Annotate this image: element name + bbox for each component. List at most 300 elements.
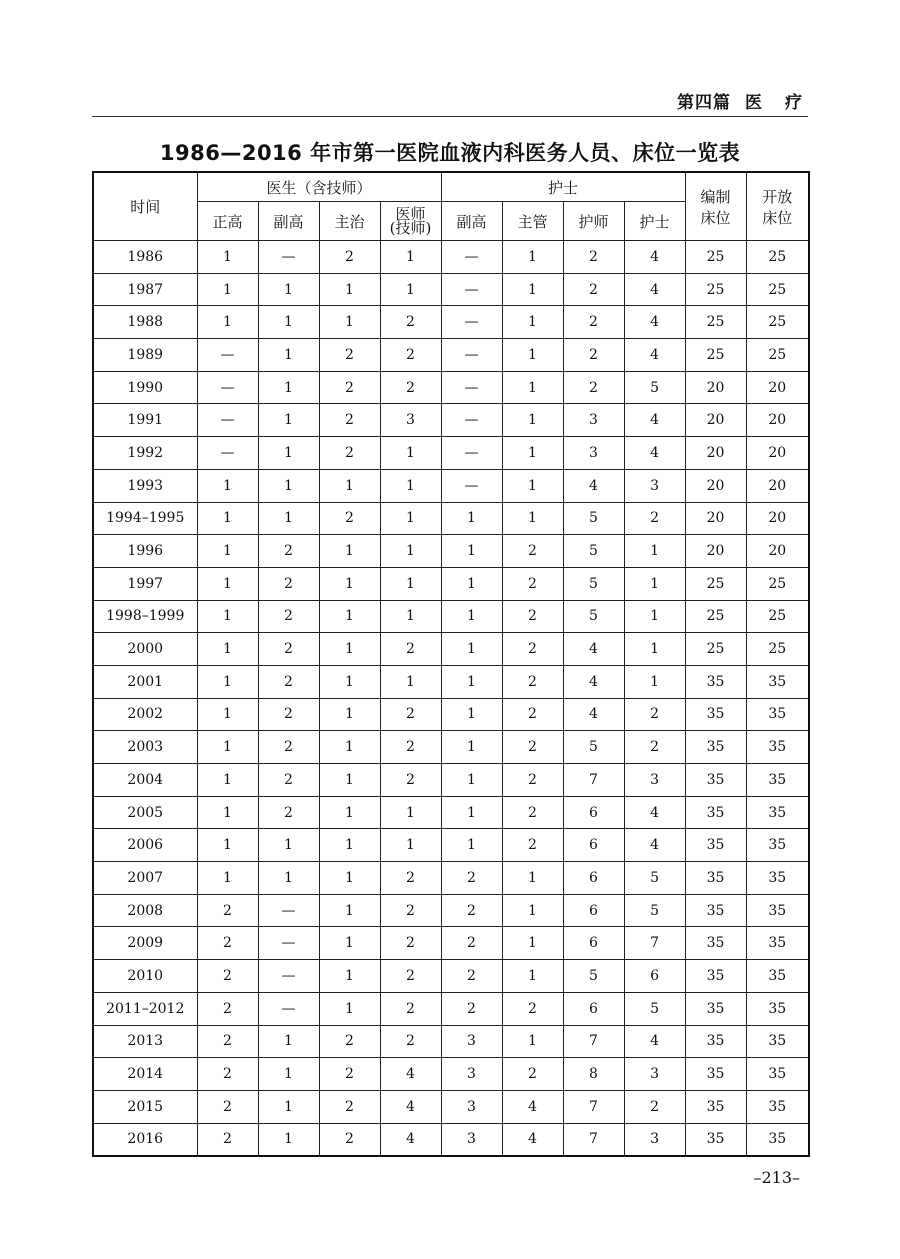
table-cell: 1: [380, 469, 441, 502]
header-beds-open: [746, 172, 809, 241]
table-cell: 3: [441, 1058, 502, 1091]
table-cell: 20: [746, 469, 809, 502]
table-cell: 1: [502, 927, 563, 960]
table-cell: —: [258, 894, 319, 927]
table-cell: 4: [624, 796, 685, 829]
table-cell: 35: [746, 927, 809, 960]
table-cell: 2: [258, 567, 319, 600]
table-cell: 1: [258, 273, 319, 306]
table-row: [93, 633, 809, 666]
table-cell: 2: [258, 665, 319, 698]
table-row: [93, 437, 809, 470]
table-cell: 20: [746, 371, 809, 404]
table-cell: 5: [563, 535, 624, 568]
table-cell: 1: [258, 1123, 319, 1156]
year-cell: 1994–1995: [93, 502, 197, 535]
table-cell: 2: [319, 1058, 380, 1091]
table-cell: 6: [563, 829, 624, 862]
table-cell: 2: [624, 698, 685, 731]
table-cell: 1: [441, 796, 502, 829]
table-cell: 1: [502, 273, 563, 306]
table-cell: 1: [502, 862, 563, 895]
table-cell: 2: [319, 404, 380, 437]
year-cell: 2015: [93, 1090, 197, 1123]
table-cell: 1: [441, 567, 502, 600]
table-cell: 2: [502, 992, 563, 1025]
table-cell: 1: [319, 633, 380, 666]
table-cell: 2: [319, 1025, 380, 1058]
table-cell: 2: [197, 1090, 258, 1123]
table-row: [93, 600, 809, 633]
table-cell: 2: [258, 731, 319, 764]
header-nurse-group: 护士: [441, 172, 685, 202]
table-cell: 1: [258, 502, 319, 535]
table-cell: 2: [380, 306, 441, 339]
table-cell: 6: [563, 894, 624, 927]
table-cell: 4: [380, 1090, 441, 1123]
table-cell: 35: [685, 960, 746, 993]
table-cell: 1: [502, 469, 563, 502]
table-cell: 1: [258, 1090, 319, 1123]
table-cell: 2: [380, 371, 441, 404]
table-row: [93, 535, 809, 568]
table-cell: 1: [197, 567, 258, 600]
table-cell: 20: [685, 404, 746, 437]
table-cell: 1: [197, 600, 258, 633]
table-cell: 1: [319, 960, 380, 993]
table-cell: 35: [685, 796, 746, 829]
table-cell: 1: [319, 894, 380, 927]
table-cell: 5: [563, 567, 624, 600]
table-cell: 2: [258, 633, 319, 666]
table-row: [93, 1058, 809, 1091]
table-cell: 2: [563, 339, 624, 372]
table-cell: —: [441, 404, 502, 437]
table-cell: 4: [624, 1025, 685, 1058]
header-rule: [92, 116, 808, 117]
table-cell: 6: [563, 927, 624, 960]
table-cell: 2: [258, 698, 319, 731]
table-cell: 35: [746, 829, 809, 862]
table-cell: 1: [502, 306, 563, 339]
table-cell: 4: [624, 404, 685, 437]
table-cell: 20: [685, 535, 746, 568]
table-cell: 1: [258, 1058, 319, 1091]
table-cell: 1: [319, 731, 380, 764]
header-beds-planned-line-1: 编制: [700, 187, 731, 206]
table-cell: 1: [319, 306, 380, 339]
table-cell: 35: [685, 862, 746, 895]
table-row: [93, 960, 809, 993]
table-body: [93, 241, 809, 1156]
table-cell: 35: [685, 764, 746, 797]
table-cell: 1: [197, 502, 258, 535]
table-cell: 2: [441, 894, 502, 927]
table-cell: 35: [746, 1058, 809, 1091]
year-cell: 1992: [93, 437, 197, 470]
table-cell: 4: [502, 1090, 563, 1123]
table-cell: 5: [563, 731, 624, 764]
table-cell: 2: [380, 731, 441, 764]
table-cell: 1: [624, 600, 685, 633]
table-cell: 2: [624, 731, 685, 764]
table-cell: 1: [380, 273, 441, 306]
table-cell: 3: [380, 404, 441, 437]
table-cell: 20: [685, 502, 746, 535]
table-cell: 1: [319, 665, 380, 698]
table-cell: 1: [197, 535, 258, 568]
header-row-1: [93, 172, 809, 202]
table-cell: 20: [685, 437, 746, 470]
table-cell: 2: [197, 1123, 258, 1156]
table-cell: 1: [441, 829, 502, 862]
table-cell: 2: [502, 535, 563, 568]
table-cell: 5: [624, 862, 685, 895]
table-cell: 2: [197, 992, 258, 1025]
table-cell: 6: [624, 960, 685, 993]
year-cell: 2002: [93, 698, 197, 731]
header-nurse: 护士: [624, 202, 685, 241]
table-cell: 3: [624, 1123, 685, 1156]
table-cell: 2: [197, 1058, 258, 1091]
table-cell: 25: [746, 241, 809, 274]
table-cell: 1: [502, 1025, 563, 1058]
table-cell: 2: [319, 1123, 380, 1156]
table-row: [93, 371, 809, 404]
table-row: [93, 1090, 809, 1123]
year-cell: 1990: [93, 371, 197, 404]
year-cell: 2006: [93, 829, 197, 862]
table-cell: 1: [441, 698, 502, 731]
header-physician-line-1: 医师: [395, 205, 426, 223]
table-cell: 1: [319, 764, 380, 797]
table-row: [93, 469, 809, 502]
year-cell: 2005: [93, 796, 197, 829]
year-cell: 2011–2012: [93, 992, 197, 1025]
year-cell: 2016: [93, 1123, 197, 1156]
table-cell: 1: [624, 535, 685, 568]
table-cell: 1: [502, 371, 563, 404]
table-cell: 2: [319, 339, 380, 372]
table-cell: 1: [197, 469, 258, 502]
table-cell: 25: [685, 567, 746, 600]
table-row: [93, 1025, 809, 1058]
table-cell: 2: [502, 698, 563, 731]
year-cell: 1987: [93, 273, 197, 306]
table-cell: 4: [624, 829, 685, 862]
table-cell: 1: [502, 241, 563, 274]
table-cell: —: [441, 306, 502, 339]
table-cell: 2: [624, 502, 685, 535]
year-cell: 2004: [93, 764, 197, 797]
table-cell: 2: [258, 764, 319, 797]
table-cell: 20: [746, 535, 809, 568]
table-cell: 2: [502, 764, 563, 797]
table-cell: 2: [380, 960, 441, 993]
table-row: [93, 731, 809, 764]
table-cell: 3: [441, 1025, 502, 1058]
table-cell: 2: [380, 764, 441, 797]
table-cell: 4: [624, 437, 685, 470]
table-cell: 1: [319, 698, 380, 731]
table-cell: 2: [319, 241, 380, 274]
table-cell: 1: [624, 633, 685, 666]
running-head-word-1: 医: [745, 93, 763, 113]
table-cell: 2: [563, 273, 624, 306]
table-cell: 1: [441, 502, 502, 535]
table-cell: 2: [502, 731, 563, 764]
table-cell: 2: [380, 698, 441, 731]
table-cell: 35: [746, 992, 809, 1025]
table-cell: 35: [746, 1025, 809, 1058]
table-cell: 1: [441, 665, 502, 698]
table-cell: 4: [624, 306, 685, 339]
year-cell: 2009: [93, 927, 197, 960]
table-row: [93, 1123, 809, 1156]
table-cell: 1: [197, 796, 258, 829]
table-cell: 1: [197, 665, 258, 698]
table-row: [93, 502, 809, 535]
table-cell: 25: [685, 600, 746, 633]
table-cell: 2: [319, 1090, 380, 1123]
table-cell: 6: [563, 862, 624, 895]
table-cell: 3: [563, 404, 624, 437]
table-cell: 2: [502, 633, 563, 666]
table-cell: 1: [197, 862, 258, 895]
table-row: [93, 894, 809, 927]
header-nurse-associate: 副高: [441, 202, 502, 241]
table-cell: 20: [746, 437, 809, 470]
table-cell: —: [197, 339, 258, 372]
header-doctor-attending: 主治: [319, 202, 380, 241]
table-cell: 2: [502, 600, 563, 633]
table-cell: 25: [685, 241, 746, 274]
table-cell: 1: [380, 665, 441, 698]
header-doctor-senior: 正高: [197, 202, 258, 241]
table-cell: 1: [258, 862, 319, 895]
table-cell: 2: [502, 567, 563, 600]
table-cell: 2: [502, 1058, 563, 1091]
table-cell: 2: [624, 1090, 685, 1123]
header-doctor-physician: [380, 202, 441, 241]
year-cell: 2007: [93, 862, 197, 895]
table-cell: 1: [258, 371, 319, 404]
table-cell: 35: [685, 731, 746, 764]
table-row: [93, 796, 809, 829]
table-row: [93, 665, 809, 698]
table-cell: 4: [563, 665, 624, 698]
table-row: [93, 273, 809, 306]
table-cell: 1: [502, 960, 563, 993]
table-row: [93, 698, 809, 731]
table-cell: 2: [319, 502, 380, 535]
table-cell: 35: [685, 927, 746, 960]
table-cell: 4: [502, 1123, 563, 1156]
table-cell: 4: [380, 1058, 441, 1091]
table-cell: 35: [685, 1025, 746, 1058]
year-cell: 1991: [93, 404, 197, 437]
table-cell: 2: [380, 1025, 441, 1058]
table-cell: 20: [746, 502, 809, 535]
table-cell: —: [441, 371, 502, 404]
table-cell: 8: [563, 1058, 624, 1091]
table-cell: 3: [624, 764, 685, 797]
table-cell: 1: [380, 241, 441, 274]
table-cell: 25: [746, 567, 809, 600]
year-cell: 1993: [93, 469, 197, 502]
table-cell: 2: [197, 894, 258, 927]
table-cell: 2: [380, 992, 441, 1025]
table-cell: 1: [441, 633, 502, 666]
header-doctor-associate: 副高: [258, 202, 319, 241]
table-cell: 35: [746, 698, 809, 731]
table-cell: 1: [441, 764, 502, 797]
year-cell: 2014: [93, 1058, 197, 1091]
table-cell: 35: [685, 665, 746, 698]
table-cell: 5: [624, 371, 685, 404]
year-cell: 1997: [93, 567, 197, 600]
table-cell: 35: [746, 731, 809, 764]
table-cell: 35: [685, 1090, 746, 1123]
running-head-part: 第四篇: [677, 93, 731, 113]
table-cell: —: [197, 371, 258, 404]
table-cell: 35: [746, 894, 809, 927]
header-beds-planned: [685, 172, 746, 241]
header-physician-line-2: (技师): [389, 219, 432, 237]
year-cell: 1996: [93, 535, 197, 568]
table-cell: 3: [441, 1090, 502, 1123]
table-cell: 35: [746, 796, 809, 829]
table-row: [93, 927, 809, 960]
table-cell: 35: [685, 829, 746, 862]
table-cell: 20: [746, 404, 809, 437]
table-cell: 2: [380, 633, 441, 666]
table-cell: 1: [258, 437, 319, 470]
table-cell: 1: [380, 829, 441, 862]
table-cell: 5: [624, 894, 685, 927]
table-cell: 1: [380, 535, 441, 568]
table-row: [93, 339, 809, 372]
table-cell: 3: [624, 469, 685, 502]
year-cell: 2003: [93, 731, 197, 764]
table-cell: 4: [563, 633, 624, 666]
table-cell: 5: [624, 992, 685, 1025]
table-cell: 35: [685, 698, 746, 731]
table-cell: 25: [746, 306, 809, 339]
running-head: [677, 88, 803, 113]
table-cell: 7: [563, 764, 624, 797]
year-cell: 1988: [93, 306, 197, 339]
table-cell: 4: [563, 698, 624, 731]
table-cell: —: [441, 437, 502, 470]
table-row: [93, 241, 809, 274]
table-cell: 2: [258, 535, 319, 568]
table-cell: 1: [380, 502, 441, 535]
table-cell: 1: [197, 633, 258, 666]
running-head-word-2: 疗: [785, 93, 803, 113]
table-cell: 1: [624, 567, 685, 600]
table-cell: 1: [319, 796, 380, 829]
table-cell: 2: [502, 796, 563, 829]
table-row: [93, 764, 809, 797]
table-cell: 1: [197, 273, 258, 306]
table-cell: 1: [197, 306, 258, 339]
table-cell: —: [258, 927, 319, 960]
table-cell: 25: [685, 273, 746, 306]
table-cell: 6: [563, 992, 624, 1025]
table-cell: 1: [502, 339, 563, 372]
year-cell: 2010: [93, 960, 197, 993]
table-cell: 7: [563, 1123, 624, 1156]
table-cell: 35: [685, 1123, 746, 1156]
table-cell: 5: [563, 600, 624, 633]
table-cell: 4: [563, 469, 624, 502]
table-cell: 25: [746, 273, 809, 306]
table-cell: 2: [380, 339, 441, 372]
table-cell: 1: [319, 600, 380, 633]
table-cell: 1: [380, 600, 441, 633]
table-row: [93, 306, 809, 339]
table-cell: 1: [319, 992, 380, 1025]
table-cell: 1: [197, 731, 258, 764]
table-row: [93, 404, 809, 437]
header-beds-open-line-2: 床位: [762, 208, 793, 227]
table-cell: 2: [563, 241, 624, 274]
table-cell: 25: [685, 306, 746, 339]
table-cell: 1: [197, 764, 258, 797]
table-cell: 2: [441, 992, 502, 1025]
header-beds-planned-line-2: 床位: [700, 208, 731, 227]
table-cell: 20: [685, 371, 746, 404]
table-cell: 1: [319, 829, 380, 862]
table-cell: 35: [685, 1058, 746, 1091]
table-cell: 35: [685, 992, 746, 1025]
table-cell: 35: [746, 665, 809, 698]
table-cell: 2: [441, 927, 502, 960]
table-cell: 2: [197, 927, 258, 960]
table-cell: 7: [563, 1025, 624, 1058]
table-cell: 2: [441, 960, 502, 993]
table-cell: 1: [441, 535, 502, 568]
year-cell: 1998–1999: [93, 600, 197, 633]
table-cell: 1: [380, 437, 441, 470]
table-cell: 1: [319, 862, 380, 895]
table-cell: 2: [502, 665, 563, 698]
table-cell: 2: [258, 600, 319, 633]
table-cell: —: [441, 469, 502, 502]
table-cell: 1: [624, 665, 685, 698]
table-cell: 1: [197, 698, 258, 731]
table-cell: —: [197, 437, 258, 470]
table-cell: 2: [380, 894, 441, 927]
table-cell: 1: [319, 469, 380, 502]
header-nurse-supervisor: 主管: [502, 202, 563, 241]
table-cell: 1: [258, 1025, 319, 1058]
table-cell: 7: [624, 927, 685, 960]
table-cell: 5: [563, 960, 624, 993]
header-doctor-group: 医生（含技师）: [197, 172, 441, 202]
table-cell: 1: [380, 796, 441, 829]
table-cell: 5: [563, 502, 624, 535]
year-cell: 2013: [93, 1025, 197, 1058]
table-row: [93, 862, 809, 895]
table-cell: 2: [563, 306, 624, 339]
year-cell: 2008: [93, 894, 197, 927]
table-cell: 1: [502, 437, 563, 470]
table-cell: 4: [624, 241, 685, 274]
table-cell: 1: [502, 502, 563, 535]
table-cell: 35: [746, 862, 809, 895]
